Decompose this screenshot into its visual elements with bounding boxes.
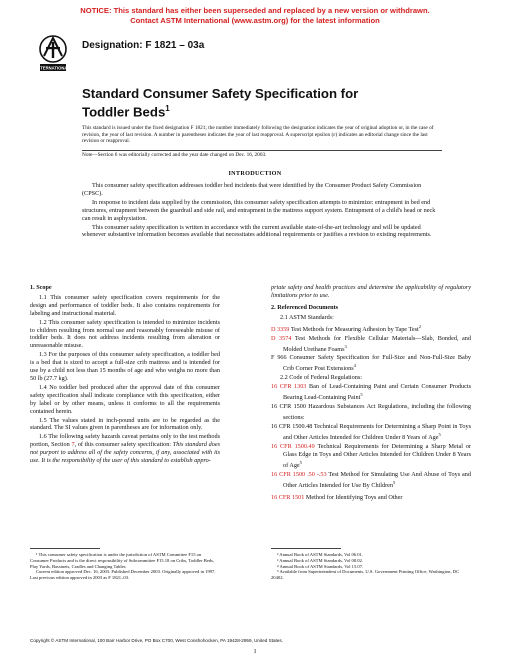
reference-footnote-ref: 5 [299,459,302,465]
reference-item [271,335,471,354]
reference-item [271,423,471,442]
p16-text-a: 1.6 The following safety hazards caveat pertains only to the test methods portion, Section [30,433,220,449]
reference-footnote-ref: 4 [353,363,356,369]
reference-footnote-ref: 5 [438,431,441,437]
reference-item [271,323,471,334]
scope-paragraph: 1.1 This consumer safety specification covers requirements for the design and performance of toddler beds. It also contains requirements for labeling and instructional material. [30,293,220,317]
footnotes-right [271,552,471,581]
reference-title: Technical Requirements for Determining a Sharp Metal or Glass Edge in Toys and Other Articles Intended for Children Under 8 Years of Age [283,442,471,469]
section-7-link[interactable]: 7 [71,441,75,449]
reference-item [271,383,471,402]
intro-paragraph: In response to incident data supplied by the commission, this consumer safety specification attempts to minimize: entrapment in bed end structures, entrapment between the guardrail and side rail, and entrapment in the mattress support system. Entrapment of a child's head or neck can result in asphyxiation. [82,198,436,222]
reference-title: Hazardous Substances Act Regulations, including the following sections: [283,403,471,422]
reference-footnote-ref: 5 [392,479,396,485]
introduction-heading: INTRODUCTION [228,170,282,177]
caveat-continuation [271,284,471,300]
caveat-continuation-text: priate safety and health practices and determine the applicability of regulatory limitations prior to use. [271,284,471,299]
astm-standards-subheading: 2.1 ASTM Standards: [280,313,334,321]
footnote: ¹ This consumer safety specification is under the jurisdiction of ASTM Committee F15 on Consumer Products and is the direct responsibility of Subcommittee F15.18 on Cribs, Toddler Beds, Play Yards, Bassinets, Cradles and Changing Tables. [30,552,215,569]
reference-code: 16 CFR 1500.48 [271,423,313,430]
reference-footnote-ref: 5 [360,392,363,398]
scope-heading: 1. Scope [30,284,52,291]
reference-code[interactable]: 16 CFR 1500.49 [271,442,315,450]
cfr-reference-list [271,383,471,501]
reference-title: Ban of Lead-Containing Paint and Certain Consumer Products Bearing Lead-Containing Paint [283,383,471,402]
astm-logo [38,34,68,74]
reference-item [271,354,471,373]
left-column [30,284,220,466]
cfr-subheading: 2.2 Code of Federal Regulations: [280,374,362,382]
footnote: ⁴ Annual Book of ASTM Standards, Vol 15.07. [277,563,364,569]
notice-banner [0,6,510,25]
page-number: 1 [253,648,257,655]
scope-paragraph-1-6 [30,433,220,465]
reference-code: F 966 [271,354,287,362]
issued-statement: This standard is issued under the fixed designation F 1821; the number immediately following the designation indicates the year of original adoption or, in the case of revision, the year of last revision. A number in parentheses indicates the year of last reapproval. A superscript epsilon (ε) indicates an editorial change since the last revision or reapproval. [82,125,434,145]
referenced-documents-heading: 2. Referenced Documents [271,303,339,311]
title-text: Standard Consumer Safety Specification for Toddler Beds [82,86,359,120]
reference-title: Test Methods for Flexible Cellular Materials—Slab, Bonded, and Molded Urethane Foams [283,334,471,353]
footnote-divider-right [271,548,341,549]
intro-paragraph: This consumer safety specification is written in accordance with the current available state-of-the-art technology and will be updated whenever substantive information becomes available that necessitates additional requirements or justifies a revision to existing requirements. [82,223,432,239]
reference-code[interactable]: 16 CFR 1303 [271,383,307,391]
reference-code[interactable]: D 3359 [271,325,290,333]
reference-code[interactable]: 16 CFR 1501 [271,493,305,501]
reference-title: Test Method for Simulating Use And Abuse of Toys and Other Articles Intended for Use By Children [283,470,471,489]
astm-reference-list [271,323,471,374]
scope-paragraph: 1.5 The values stated in inch-pound units are to be regarded as the standard. The SI values given in parentheses are for information only. [30,416,220,432]
footnote: ² Annual Book of ASTM Standards, Vol 06.01. [277,552,363,557]
reference-title: Method for Identifying Toys and Other [304,493,403,501]
scope-paragraph: 1.4 No toddler bed produced after the approval date of this consumer safety specification shall indicate compliance with this specification, either by label or by other means, unless it conforms to all the requirements contained herein. [30,383,220,415]
intro-paragraph: This consumer safety specification addresses toddler bed incidents that were identified by the Consumer Product Safety Commission (CPSC). [82,182,422,197]
notice-line-2: Contact ASTM International (www.astm.org) for the latest information [130,15,380,25]
reference-footnote-ref: 2 [418,323,421,329]
logo-label: INTERNATIONAL [36,65,70,71]
title-footnote-ref: 1 [165,104,170,113]
reference-item [271,471,471,490]
reference-title: Technical Requirements for Determining a Sharp Point in Toys and Other Articles Intended for Children Under 8 Years of Age [283,423,471,441]
reference-item [271,443,471,470]
reference-title: Test Methods for Measuring Adhesion by Tape Test [289,325,419,333]
editorial-note: Note—Section 6 was editorially corrected and the year date changed on Dec. 16, 2003. [82,150,442,159]
introduction-body [82,182,442,240]
notice-line-1: NOTICE: This standard has either been superseded and replaced by a new version or withdrawn. [80,6,430,15]
footnote: ⁵ Available from Superintendent of Documents, U.S. Government Printing Office, Washington, DC 20402. [271,569,460,581]
footnote: Current edition approved Dec. 16, 2003. Published December 2003. Originally approved in 1997. Last previous edition approved in 2003 as F 1821–03. [30,569,216,581]
astm-logo-icon [38,34,68,74]
footnote: ³ Annual Book of ASTM Standards, Vol 08.02. [277,557,363,563]
reference-code[interactable]: 16 CFR 1500 .50 -.53 [271,470,327,478]
copyright-line: Copyright © ASTM International, 100 Barr Harbor Drive, PO Box C700, West Conshohocken, PA 19428-2959, United States. [30,638,283,643]
reference-code[interactable]: D 3574 [271,334,292,342]
reference-code: 16 CFR 1500 [271,403,306,411]
designation: Designation: F 1821 – 03a [82,40,205,51]
document-title [82,86,382,119]
reference-title: Consumer Safety Specification for Full-Size and Non-Full-Size Baby Crib Corner Post Extensions [283,354,471,373]
footnote-divider-left [30,548,100,549]
reference-item [271,403,471,422]
footnotes-left [30,552,220,581]
p16-text-b: , of this consumer safety specification: [74,441,173,449]
right-column [271,284,471,503]
scope-paragraph: 1.3 For the purposes of this consumer safety specification, a toddler bed is a bed that is sized to accept a full-size crib mattress and is intended for use by a child not less than 15 months of age and who weighs no more than 50 lb (27.7 kg). [30,351,220,382]
reference-item [271,491,471,502]
scope-paragraph: 1.2 This consumer safety specification is intended to minimize incidents to children resulting from normal use and reasonably foreseeable misuse of toddler beds. It does not address incidents resulting from alteration or unreasonable misuse. [30,318,220,350]
p16-caveat: This standard does not purport to address all of the safety concerns, if any, associated with its use. It is the responsibility of the user of this standard to establish appro- [30,441,220,465]
reference-footnote-ref: 3 [344,343,347,349]
